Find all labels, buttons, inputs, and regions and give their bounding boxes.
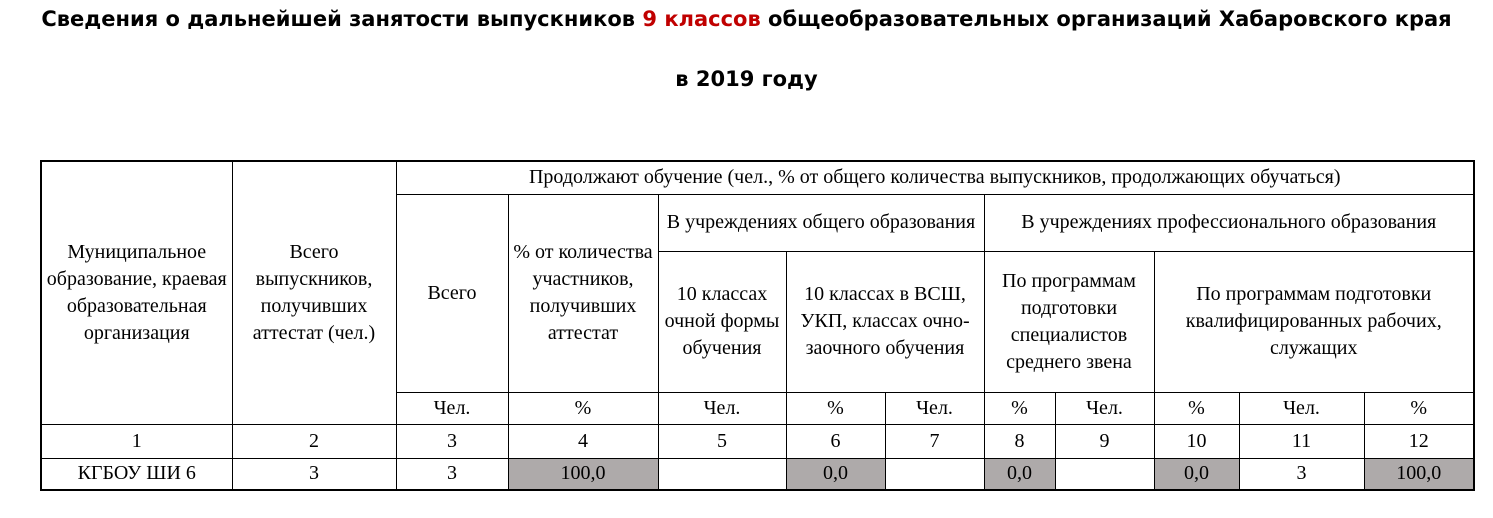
- data-cell: 3: [232, 458, 396, 490]
- unit-cell: Чел.: [658, 392, 786, 424]
- header-general-edu: В учреждениях общего образования: [658, 194, 984, 251]
- data-cell: 100,0: [1364, 458, 1474, 490]
- data-cell: 0,0: [1154, 458, 1239, 490]
- header-continue: Продолжают обучение (чел., % от общего количества выпускников, продолжающих обучаться): [396, 161, 1474, 194]
- unit-cell: %: [984, 392, 1055, 424]
- header-municipal: Муниципальное образование, краевая образовательная организация: [41, 161, 232, 424]
- page-subtitle: в 2019 году: [675, 67, 818, 91]
- header-grade10-vssh: 10 классах в ВСШ, УКП, классах очно-заочного обучения: [786, 251, 984, 392]
- unit-cell: Чел.: [885, 392, 984, 424]
- unit-cell: %: [1364, 392, 1474, 424]
- data-cell: 3: [1239, 458, 1364, 490]
- unit-cell: %: [786, 392, 885, 424]
- title-part2: общеобразовательных организаций Хабаровского края: [760, 7, 1452, 31]
- column-number: 8: [984, 424, 1055, 458]
- column-number: 1: [41, 424, 232, 458]
- column-number-row: [41, 424, 1474, 458]
- data-cell: [658, 458, 786, 490]
- header-mid-level: По программам подготовки специалистов среднего звена: [984, 251, 1154, 392]
- header-qualified-workers: По программам подготовки квалифицированных рабочих, служащих: [1154, 251, 1474, 392]
- table-row: [41, 458, 1474, 490]
- unit-cell: Чел.: [1239, 392, 1364, 424]
- column-number: 3: [396, 424, 508, 458]
- unit-cell: %: [508, 392, 658, 424]
- data-cell: 0,0: [984, 458, 1055, 490]
- header-pct-participants: % от количества участников, получивших аттестат: [508, 194, 658, 392]
- column-number: 5: [658, 424, 786, 458]
- unit-cell: Чел.: [396, 392, 508, 424]
- column-number: 2: [232, 424, 396, 458]
- unit-cell: %: [1154, 392, 1239, 424]
- title-part1: Сведения о дальнейшей занятости выпускников: [41, 7, 643, 31]
- data-cell: [885, 458, 984, 490]
- data-cell: 0,0: [786, 458, 885, 490]
- column-number: 9: [1055, 424, 1154, 458]
- column-number: 7: [885, 424, 984, 458]
- header-total-graduates: Всего выпускников, получивших аттестат (чел.): [232, 161, 396, 424]
- column-number: 12: [1364, 424, 1474, 458]
- column-number: 10: [1154, 424, 1239, 458]
- page-title: [0, 7, 1493, 31]
- graduates-table: [40, 160, 1475, 491]
- org-name-cell: КГБОУ ШИ 6: [41, 458, 232, 490]
- title-highlight: 9 классов: [642, 7, 761, 31]
- header-total: Всего: [396, 194, 508, 392]
- data-cell: 100,0: [508, 458, 658, 490]
- header-grade10-fulltime: 10 классах очной формы обучения: [658, 251, 786, 392]
- data-cell: 3: [396, 458, 508, 490]
- header-prof-edu: В учреждениях профессионального образования: [984, 194, 1474, 251]
- column-number: 6: [786, 424, 885, 458]
- data-cell: [1055, 458, 1154, 490]
- unit-cell: Чел.: [1055, 392, 1154, 424]
- column-number: 4: [508, 424, 658, 458]
- column-number: 11: [1239, 424, 1364, 458]
